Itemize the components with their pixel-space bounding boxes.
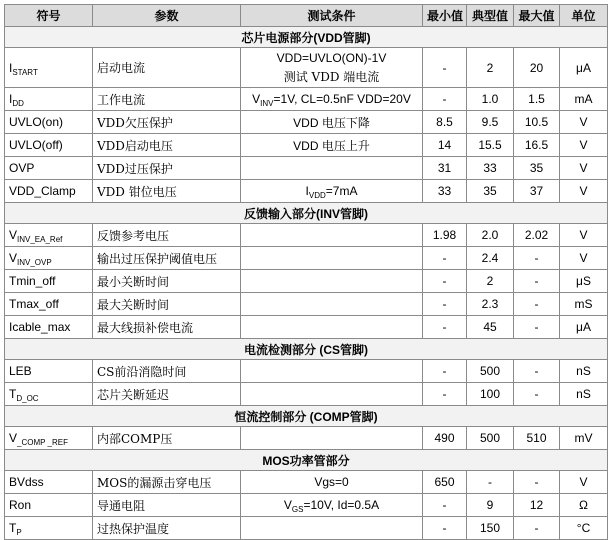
min-value: - [423,293,467,316]
table-row [5,316,608,339]
header-unit: 单位 [560,5,608,27]
condition-cell [241,157,423,180]
condition-cell [241,247,423,270]
table-row [5,360,608,383]
table-row [5,517,608,540]
condition-subscript: VDD [308,191,326,200]
typ-value: 2 [467,270,514,293]
header-parameter: 参数 [93,5,241,27]
typ-value: 500 [467,360,514,383]
header-test-condition: 测试条件 [241,5,423,27]
table-row [5,157,608,180]
unit-value: V [560,111,608,134]
condition-cell [241,316,423,339]
condition-text: V [283,498,292,512]
section-row [5,450,608,471]
section-title: MOS功率管部分 [5,450,608,471]
symbol-text: UVLO(on) [9,115,64,129]
min-value: 31 [423,157,467,180]
condition-cell [241,224,423,247]
symbol-text: Tmax_off [9,297,59,311]
parameter-cell: CS前沿消隐时间 [93,360,241,383]
symbol-text: V [9,228,18,242]
max-value: - [514,270,560,293]
table-row [5,427,608,450]
section-row [5,339,608,360]
min-value: - [423,247,467,270]
table-row [5,293,608,316]
typ-value: 45 [467,316,514,339]
condition-cell [241,48,423,88]
table-row [5,270,608,293]
symbol-cell [5,88,93,111]
section-row [5,27,608,48]
parameter-cell: 芯片关断延迟 [93,383,241,406]
max-value: 37 [514,180,560,203]
symbol-text: Tmin_off [9,274,56,288]
table-row [5,471,608,494]
table-row [5,88,608,111]
typ-value: - [467,471,514,494]
parameter-cell: 过热保护温度 [93,517,241,540]
condition-cell [241,293,423,316]
min-value: 650 [423,471,467,494]
unit-value: V [560,247,608,270]
condition-text: V [252,92,261,106]
min-value: - [423,494,467,517]
symbol-subscript: _COMP _REF [17,438,68,447]
parameter-cell: 最大线损补偿电流 [93,316,241,339]
condition-text: I [305,184,309,198]
unit-value: nS [560,383,608,406]
symbol-text: Ron [9,498,32,512]
unit-value: mA [560,88,608,111]
min-value: - [423,360,467,383]
table-body [5,27,608,540]
condition-cell: VDD 电压上升 [241,134,423,157]
parameter-cell: VDD 钳位电压 [93,180,241,203]
symbol-cell [5,111,93,134]
min-value: - [423,383,467,406]
parameter-cell: MOS的漏源击穿电压 [93,471,241,494]
table-row [5,383,608,406]
section-title: 恒流控制部分 (COMP管脚) [5,406,608,427]
parameter-cell: 工作电流 [93,88,241,111]
typ-value: 2.3 [467,293,514,316]
typ-value: 150 [467,517,514,540]
symbol-subscript: START [12,67,38,77]
max-value: 16.5 [514,134,560,157]
symbol-text: I [9,92,13,106]
header-symbol: 符号 [5,5,93,27]
symbol-text: T [9,521,17,535]
min-value: 14 [423,134,467,157]
unit-value: μA [560,48,608,88]
symbol-text: UVLO(off) [9,138,63,152]
typ-value: 2.4 [467,247,514,270]
parameter-cell: 输出过压保护阈值电压 [93,247,241,270]
symbol-cell [5,48,93,88]
table-row [5,48,608,88]
max-value: - [514,517,560,540]
unit-value: μA [560,316,608,339]
unit-value: V [560,180,608,203]
min-value: 1.98 [423,224,467,247]
table-row [5,134,608,157]
symbol-cell [5,517,93,540]
min-value: - [423,270,467,293]
min-value: - [423,517,467,540]
max-value: 510 [514,427,560,450]
max-value: - [514,471,560,494]
min-value: 490 [423,427,467,450]
symbol-cell [5,494,93,517]
symbol-subscript: D_OC [16,394,39,403]
min-value: 33 [423,180,467,203]
condition-line-1: VDD=UVLO(ON)-1V [276,50,387,65]
symbol-cell [5,293,93,316]
condition-subscript: GS [291,505,304,514]
condition-line-2: 测试 VDD 端电流 [283,69,380,84]
symbol-text: T [9,387,17,401]
table-row [5,247,608,270]
symbol-cell [5,427,93,450]
parameter-cell: 内部COMP压 [93,427,241,450]
symbol-text: V [9,251,18,265]
min-value: - [423,316,467,339]
symbol-cell [5,157,93,180]
unit-value: V [560,471,608,494]
parameter-cell: 启动电流 [93,48,241,88]
symbol-subscript: DD [12,99,24,108]
symbol-cell [5,224,93,247]
parameter-cell: VDD欠压保护 [93,111,241,134]
condition-text-rest: =7mA [325,184,358,198]
condition-subscript: INV [260,99,274,108]
parameter-cell: 反馈参考电压 [93,224,241,247]
typ-value: 500 [467,427,514,450]
min-value: - [423,48,467,88]
unit-value: V [560,157,608,180]
symbol-cell [5,360,93,383]
symbol-text: V [9,431,18,445]
min-value: 8.5 [423,111,467,134]
symbol-cell [5,316,93,339]
unit-value: nS [560,360,608,383]
symbol-cell [5,247,93,270]
unit-value: °C [560,517,608,540]
header-typ: 典型值 [467,5,514,27]
condition-cell [241,88,423,111]
symbol-text: Icable_max [9,320,71,334]
max-value: 35 [514,157,560,180]
max-value: 1.5 [514,88,560,111]
typ-value: 2.0 [467,224,514,247]
min-value: - [423,88,467,111]
symbol-subscript: P [16,528,22,537]
typ-value: 1.0 [467,88,514,111]
max-value: - [514,316,560,339]
section-title: 电流检测部分 (CS管脚) [5,339,608,360]
symbol-cell [5,471,93,494]
condition-text-rest: =10V, Id=0.5A [303,498,380,512]
typ-value: 35 [467,180,514,203]
header-max: 最大值 [514,5,560,27]
unit-value: μS [560,270,608,293]
unit-value: mS [560,293,608,316]
symbol-text: BVdss [9,475,44,489]
symbol-text: OVP [9,161,35,175]
typ-value: 2 [467,48,514,88]
parameter-cell: 导通电阻 [93,494,241,517]
max-value: 2.02 [514,224,560,247]
unit-value: Ω [560,494,608,517]
condition-text-rest: =1V, CL=0.5nF VDD=20V [273,92,411,106]
condition-cell: Vgs=0 [241,471,423,494]
typ-value: 100 [467,383,514,406]
max-value: 10.5 [514,111,560,134]
section-title: 反馈输入部分(INV管脚) [5,203,608,224]
unit-value: V [560,224,608,247]
symbol-cell [5,270,93,293]
typ-value: 9.5 [467,111,514,134]
section-row [5,203,608,224]
max-value: - [514,293,560,316]
condition-cell [241,494,423,517]
max-value: 20 [514,48,560,88]
section-title: 芯片电源部分(VDD管脚) [5,27,608,48]
parameter-cell: 最小关断时间 [93,270,241,293]
electrical-characteristics-table [4,4,608,540]
table-row [5,494,608,517]
unit-value: V [560,134,608,157]
condition-cell [241,517,423,540]
symbol-text: LEB [9,364,32,378]
typ-value: 15.5 [467,134,514,157]
unit-value: mV [560,427,608,450]
symbol-cell [5,383,93,406]
condition-cell [241,270,423,293]
parameter-cell: 最大关断时间 [93,293,241,316]
condition-cell [241,180,423,203]
typ-value: 33 [467,157,514,180]
symbol-subscript: INV_OVP [17,258,52,267]
condition-cell [241,383,423,406]
condition-cell [241,360,423,383]
symbol-cell [5,180,93,203]
symbol-text: VDD_Clamp [9,184,76,198]
symbol-subscript: INV_EA_Ref [17,235,63,244]
max-value: - [514,360,560,383]
condition-cell: VDD 电压下降 [241,111,423,134]
symbol-cell [5,134,93,157]
parameter-cell: VDD过压保护 [93,157,241,180]
condition-cell [241,427,423,450]
table-row [5,111,608,134]
typ-value: 9 [467,494,514,517]
max-value: 12 [514,494,560,517]
parameter-cell: VDD启动电压 [93,134,241,157]
table-row [5,224,608,247]
max-value: - [514,383,560,406]
symbol-text: I [9,60,13,75]
header-row [5,5,608,27]
section-row [5,406,608,427]
header-min: 最小值 [423,5,467,27]
max-value: - [514,247,560,270]
table-row [5,180,608,203]
